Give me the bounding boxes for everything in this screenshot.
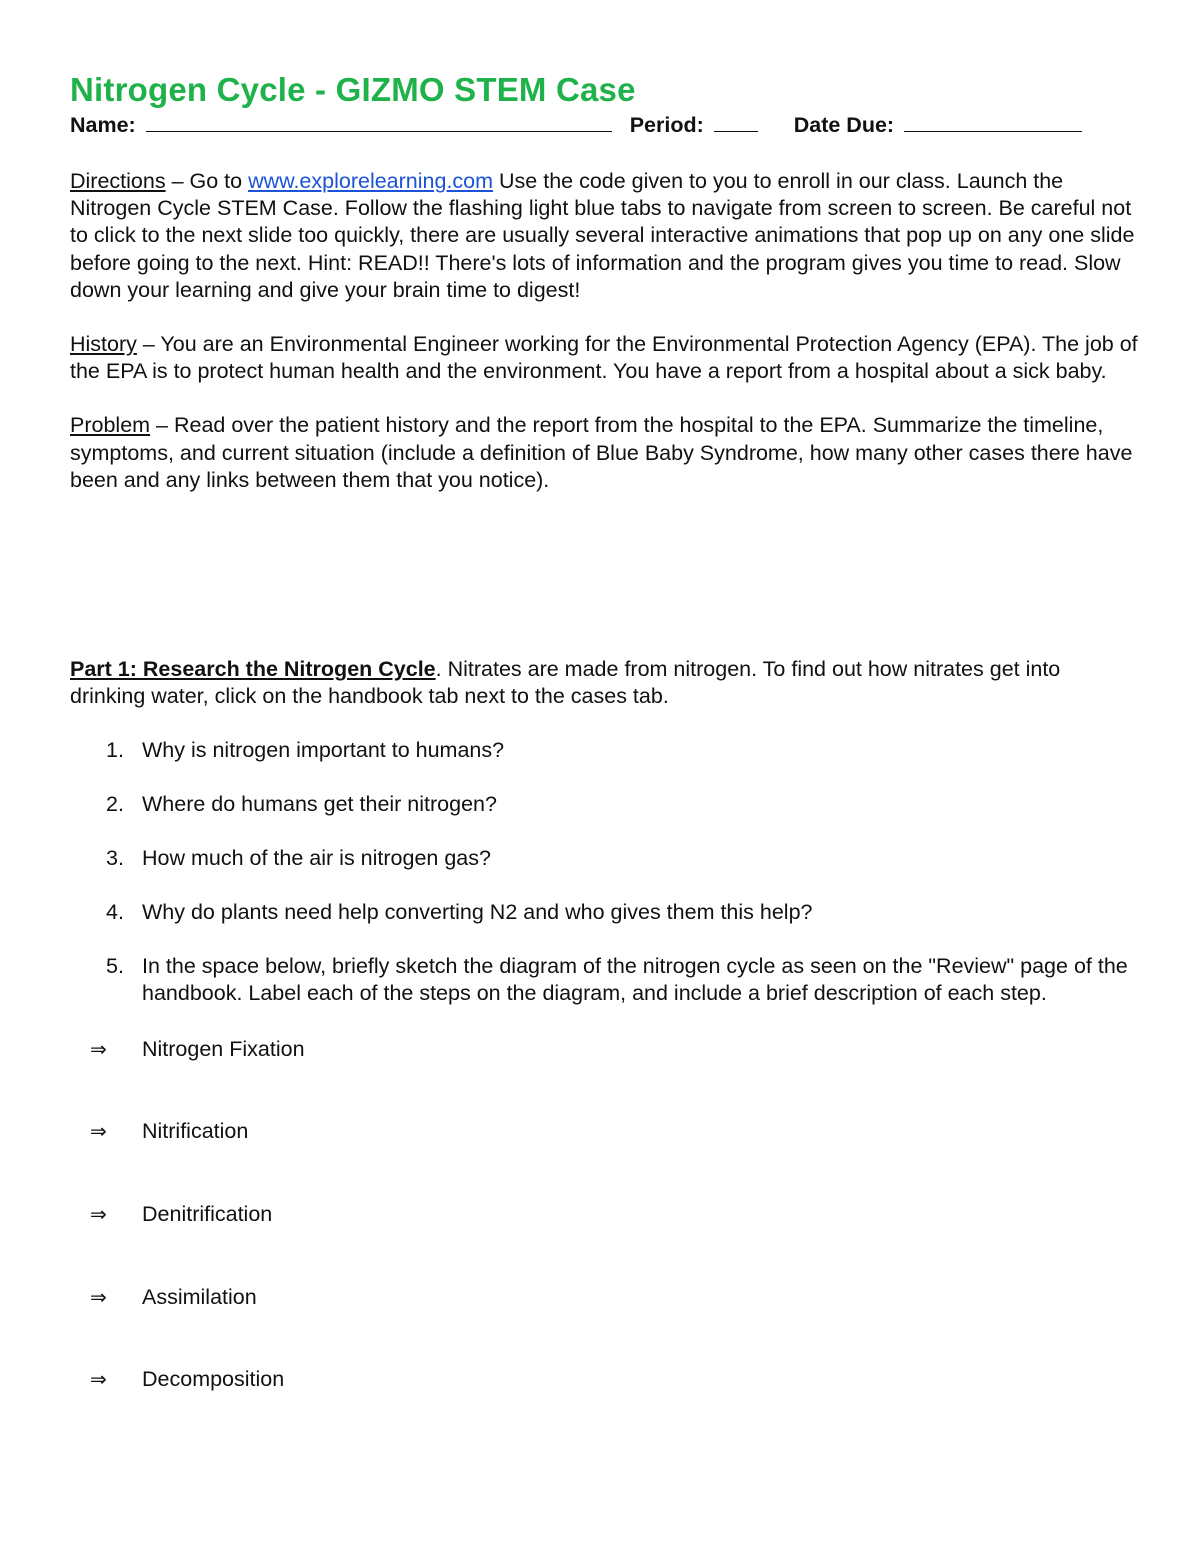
question-text: Where do humans get their nitrogen?	[142, 792, 497, 817]
question-item	[70, 899, 1140, 926]
step-item	[70, 1284, 1140, 1311]
directions-label: Directions	[70, 169, 166, 193]
step-item	[70, 1366, 1140, 1393]
problem-text: – Read over the patient history and the report from the hospital to the EPA. Summarize the timeline, symptoms, and current situation (include a definition of Blue Baby Syndrome, how many other cases there have been and any links between them that you notice).	[70, 413, 1133, 492]
part1-paragraph	[70, 656, 1140, 710]
step-label: Nitrification	[142, 1119, 249, 1144]
question-item	[70, 953, 1140, 1007]
history-label: History	[70, 332, 137, 357]
history-paragraph	[70, 331, 1140, 385]
implies-arrow-icon: ⇒	[90, 1037, 107, 1062]
step-item	[70, 1036, 1140, 1063]
page-title: Nitrogen Cycle - GIZMO STEM Case	[70, 71, 636, 108]
question-number: 4.	[106, 900, 124, 925]
question-item	[70, 791, 1140, 818]
question-text: Why is nitrogen important to humans?	[142, 738, 505, 763]
date-due-label: Date Due:	[793, 113, 895, 137]
question-item	[70, 737, 1140, 764]
period-label: Period:	[629, 113, 704, 137]
directions-dash: – Go to	[165, 169, 249, 193]
implies-arrow-icon: ⇒	[90, 1285, 107, 1310]
implies-arrow-icon: ⇒	[90, 1202, 107, 1227]
question-number: 2.	[106, 792, 124, 817]
part1-text: . Nitrates are made from nitrogen. To find out how nitrates get into drinking water, click on the handbook tab next to the cases tab.	[70, 657, 1061, 709]
problem-label: Problem	[70, 413, 151, 438]
question-text: Why do plants need help converting N2 and who gives them this help?	[142, 900, 813, 925]
problem-paragraph	[70, 412, 1140, 494]
period-blank	[714, 113, 758, 132]
step-label: Denitrification	[142, 1202, 273, 1227]
question-text: In the space below, briefly sketch the diagram of the nitrogen cycle as seen on the "Review" page of the handbook. Label each of the steps on the diagram, and include a brief description of each step.	[142, 954, 1128, 1006]
student-info-line	[70, 110, 1140, 140]
date-due-blank	[904, 113, 1082, 132]
name-blank	[146, 113, 612, 132]
nitrogen-steps-list	[70, 1036, 1140, 1393]
question-number: 5.	[106, 954, 124, 979]
directions-paragraph	[70, 168, 1140, 304]
step-item	[70, 1118, 1140, 1145]
step-item	[70, 1201, 1140, 1228]
part1-heading: Part 1: Research the Nitrogen Cycle	[70, 657, 436, 682]
explorelearning-link[interactable]: www.explorelearning.com	[248, 169, 494, 193]
question-number: 3.	[106, 846, 124, 871]
step-label: Nitrogen Fixation	[142, 1037, 305, 1062]
implies-arrow-icon: ⇒	[90, 1367, 107, 1392]
question-item	[70, 845, 1140, 872]
question-list	[70, 737, 1140, 1007]
step-label: Assimilation	[142, 1285, 257, 1310]
name-label: Name:	[70, 113, 136, 137]
implies-arrow-icon: ⇒	[90, 1119, 107, 1144]
directions-text: Use the code given to you to enroll in our class. Launch the Nitrogen Cycle STEM Case. Follow the flashing light blue tabs to navigate from screen to screen. Be careful not to click to the next slide too quickly, there are usually several interactive animations that pop up on any one slide before going to the next. Hint: READ!! There's lots of information and the program gives you time to read. Slow down your learning and give your brain time to digest!	[70, 169, 1135, 302]
step-label: Decomposition	[142, 1367, 285, 1392]
question-text: How much of the air is nitrogen gas?	[142, 846, 491, 871]
history-text: – You are an Environmental Engineer working for the Environmental Protection Agency (EPA). The job of the EPA is to protect human health and the environment. You have a report from a hospital about a sick baby.	[70, 332, 1138, 384]
question-number: 1.	[106, 738, 124, 763]
worksheet-page	[70, 70, 1140, 1393]
